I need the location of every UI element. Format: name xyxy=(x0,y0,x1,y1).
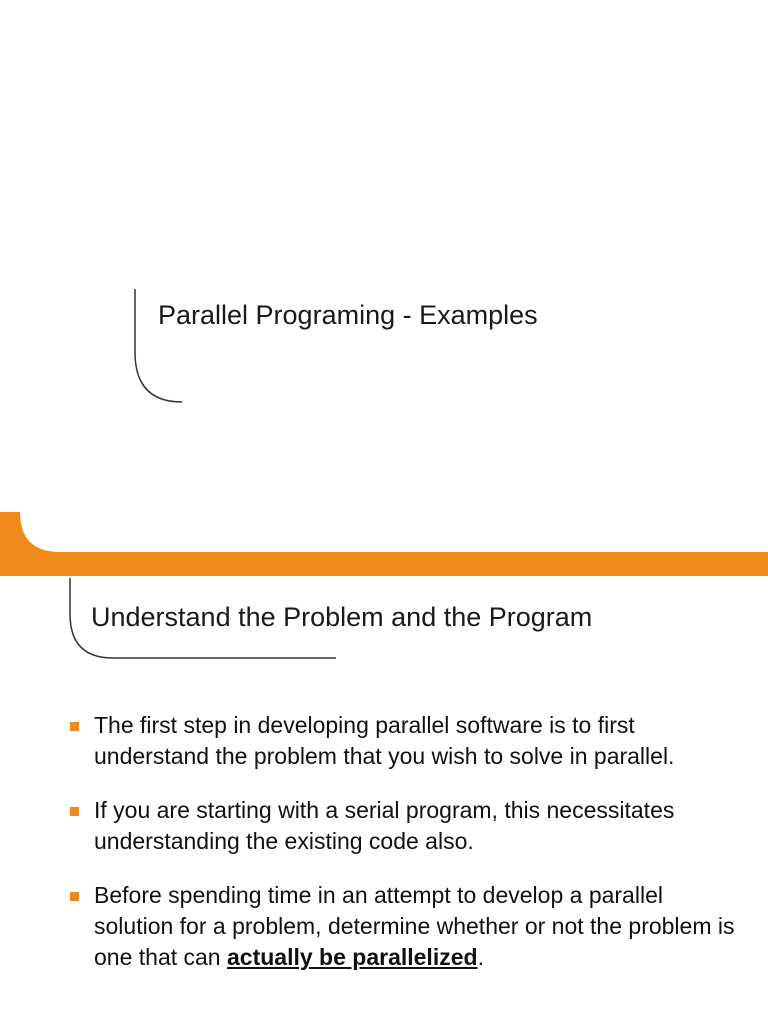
bullet-text: Before spending time in an attempt to develop a parallel solution for a problem, determine whether or not the problem is one that can xyxy=(94,882,735,970)
square-bullet-icon xyxy=(70,722,79,731)
bullet-item xyxy=(68,795,748,857)
square-bullet-icon xyxy=(70,892,79,901)
bullet-text: The first step in developing parallel software is to first understand the problem that you wish to solve in parallel. xyxy=(94,712,675,769)
slide-title: Understand the Problem and the Program xyxy=(91,602,593,632)
bullet-list xyxy=(68,710,748,996)
bullet-emphasis: actually be parallelized xyxy=(227,944,478,970)
orange-header-band xyxy=(0,512,768,578)
slide-title: Parallel Programing - Examples xyxy=(158,300,538,330)
bullet-item xyxy=(68,880,748,973)
bullet-text: If you are starting with a serial program, this necessitates understanding the existing code also. xyxy=(94,797,675,854)
content-slide xyxy=(0,512,768,1024)
bullet-item xyxy=(68,710,748,772)
bullet-text-end: . xyxy=(477,944,484,970)
square-bullet-icon xyxy=(70,807,79,816)
